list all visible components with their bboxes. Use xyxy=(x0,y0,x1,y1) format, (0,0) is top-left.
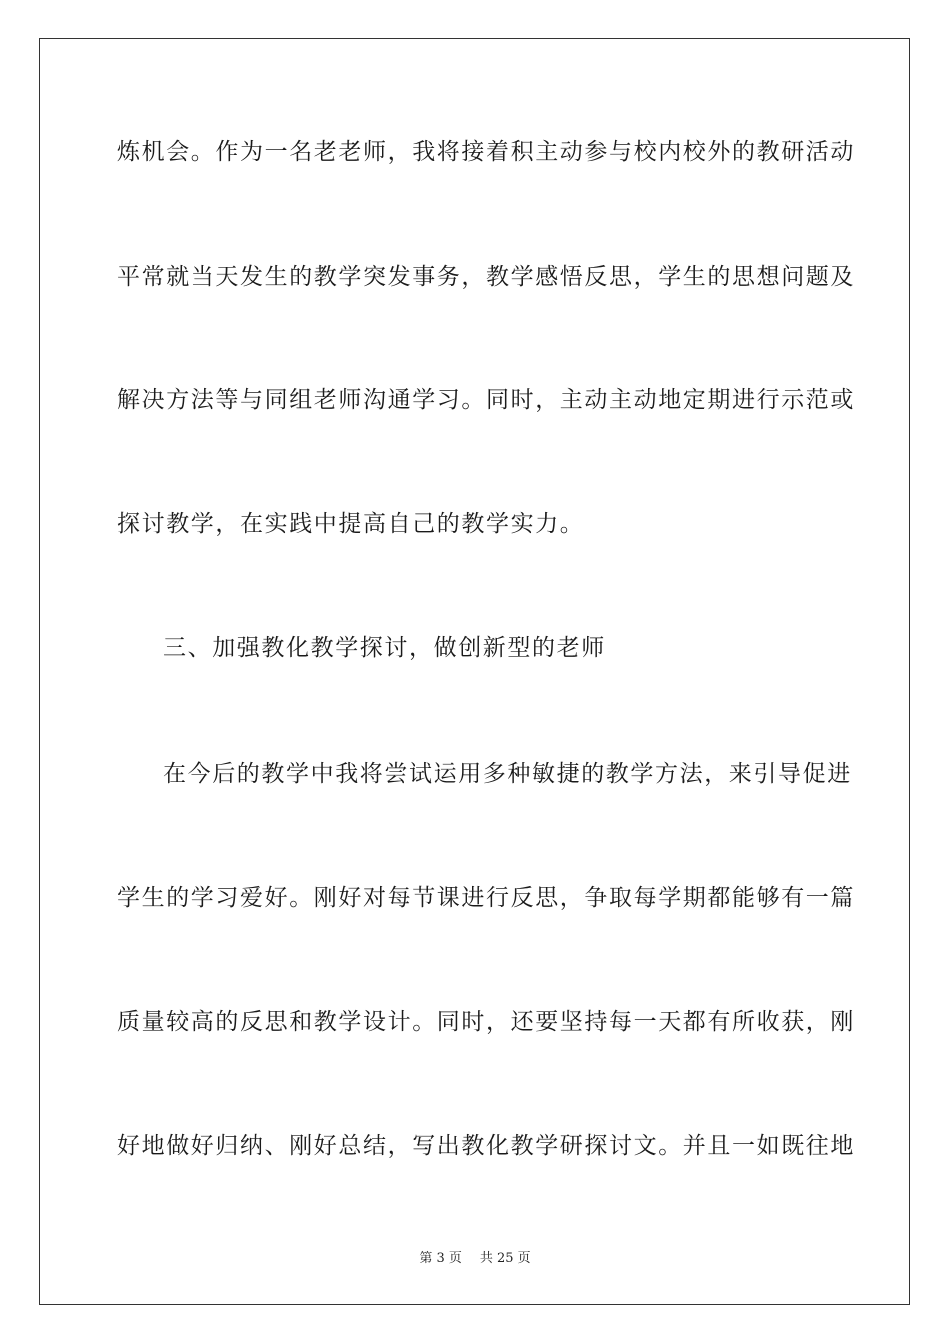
body-text-line: 炼机会。作为一名老老师，我将接着积主动参与校内校外的教研活动 xyxy=(117,139,855,165)
body-text-line: 平常就当天发生的教学突发事务，教学感悟反思，学生的思想问题及 xyxy=(117,264,855,290)
section-heading: 三、加强教化教学探讨，做创新型的老师 xyxy=(163,635,606,661)
body-text-line: 探讨教学，在实践中提高自己的教学实力。 xyxy=(117,511,585,537)
body-text-line: 在今后的教学中我将尝试运用多种敏捷的教学方法，来引导促进 xyxy=(163,761,852,787)
page-number: 第 3 页 xyxy=(419,1251,462,1266)
body-text-line: 学生的学习爱好。刚好对每节课进行反思，争取每学期都能够有一篇 xyxy=(117,885,855,911)
page-border xyxy=(39,38,910,1305)
body-text-line: 解决方法等与同组老师沟通学习。同时，主动主动地定期进行示范或 xyxy=(117,387,855,413)
page-footer xyxy=(0,1247,950,1266)
body-text-line: 好地做好归纳、刚好总结，写出教化教学研探讨文。并且一如既往地 xyxy=(117,1133,855,1159)
body-text-line: 质量较高的反思和教学设计。同时，还要坚持每一天都有所收获，刚 xyxy=(117,1009,855,1035)
page-total: 共 25 页 xyxy=(479,1251,531,1266)
